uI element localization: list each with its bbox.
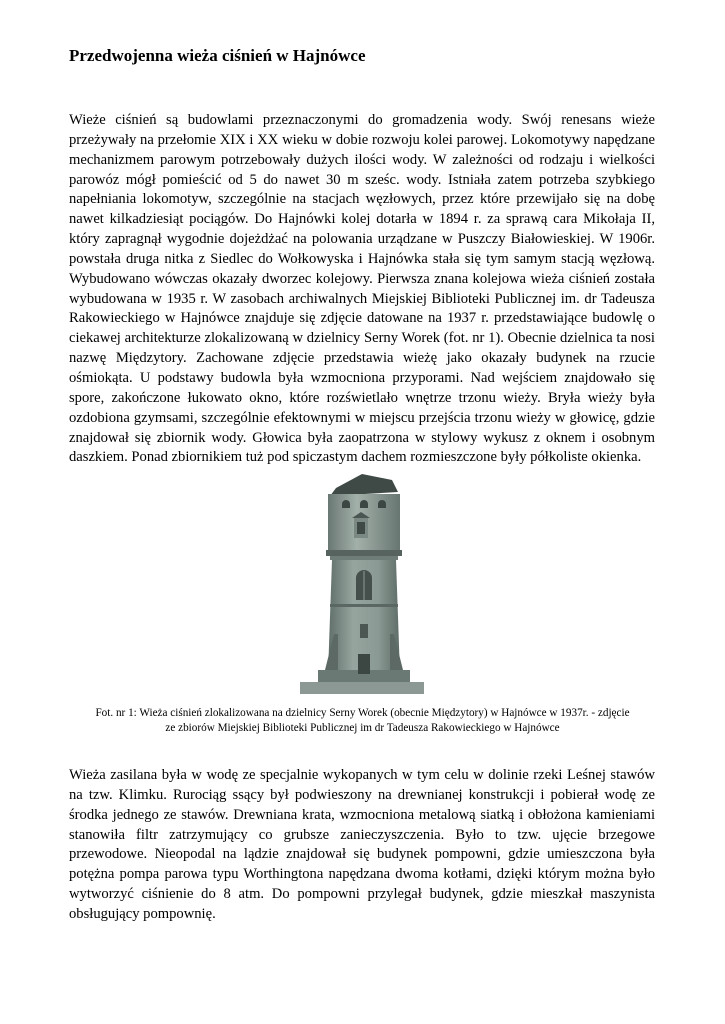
photo-caption (60, 706, 665, 736)
water-tower-photo (300, 474, 424, 694)
document-title: Przedwojenna wieża ciśnień w Hajnówce (69, 46, 366, 65)
paragraph-history: Wieże ciśnień są budowlami przeznaczonymi do gromadzenia wody. Swój renesans wieże przeżywały na przełomie XIX i XX wieku w dobie rozwoju kolei parowej. Lokomotywy napędzane mechanizmem parowym potrzebowały dużych ilości wody. W zależności od rodzaju i wielkości parowóz mógł pomieścić od 5 do nawet 30 m sześc. wody. Istniała zatem potrzeba szybkiego napełniania lokomotyw, szczególnie na stacjach węzłowych, przez które przewijało się na dobę nawet kilkadziesiąt pociągów. Do Hajnówki kolej dotarła w 1894 r. za sprawą cara Mikołaja II, który zapragnął wygodnie dojeżdżać na polowania urządzane w Puszczy Białowieskiej. W 1906r. powstała druga nitka z Siedlec do Wołkowyska i Hajnówka stała się tym samym stacją węzłową. Wybudowano wówczas okazały dworzec kolejowy. Pierwsza znana kolejowa wieża ciśnień została wybudowana w 1935 r. W zasobach archiwalnych Miejskiej Biblioteki Publicznej im. dr Tadeusza Rakowieckiego w Hajnówce znajduje się zdjęcie datowane na 1937 r. przedstawiające budowlę o ciekawej architekturze zlokalizowaną w dzielnicy Serny Worek (fot. nr 1). Obecnie dzielnica ta nosi nazwę Międzytory. Zachowane zdjęcie przedstawia wieżę jako okazały budynek na rzucie ośmiokąta. U podstawy budowla była wzmocniona przyporami. Nad wejściem znajdowało się spore, zakończone łukowato okno, które rozświetlało wnętrze trzonu wieży. Bryła wieży była ozdobiona gzymsami, szczególnie efektownymi w miejscu przejścia trzonu wieży w głowicę, gdzie znajdował się zbiornik wody. Głowica była zaopatrzona w stylowy wykusz z oknem i osobnym daszkiem. Ponad zbiornikiem tuż pod spiczastym dachem rozmieszczone były półkoliste okienka. (69, 112, 655, 466)
water-tower-illustration (300, 474, 424, 694)
paragraph-water-supply: Wieża zasilana była w wodę ze specjalnie wykopanych w tym celu w dolinie rzeki Leśnej stawów na tzw. Klimku. Rurociąg ssący był podwieszony na drewnianej konstrukcji i pobierał wodę ze środka jednego ze stawów. Drewniana krata, wzmocniona metalową siatką i obłożona kamieniami stanowiła filtr zatrzymujący co grubsze zanieczyszczenia. Było to tzw. ujęcie brzegowe przewodowe. Nieopodal na lądzie znajdował się budynek pompowni, gdzie umieszczona była potężna pompa parowa typu Worthingtona napędzana dwoma kotłami, dzięki którym można było wytworzyć ciśnienie do 8 atm. Do pompowni przylegał budynek, gdzie mieszkał maszynista obsługujący pompownię. (69, 767, 655, 922)
caption-line-2: ze zbiorów Miejskiej Biblioteki Publicznej im dr Tadeusza Rakowieckiego w Hajnówce (165, 722, 560, 734)
caption-line-1: Fot. nr 1: Wieża ciśnień zlokalizowana na dzielnicy Serny Worek (obecnie Międzytory) w Hajnówce w 1937r. - zdjęcie (95, 707, 630, 719)
